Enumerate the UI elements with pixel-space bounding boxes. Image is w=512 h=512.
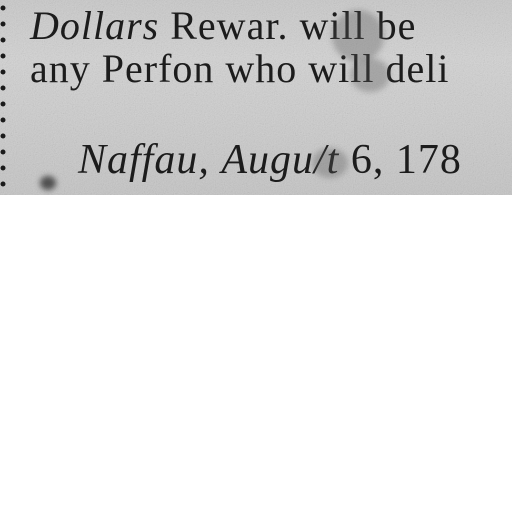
perforated-left-edge — [0, 0, 10, 195]
reward-phrase: Rewar. will be — [159, 3, 417, 48]
dateline-day-year: 6, 178 — [339, 137, 462, 183]
scanned-newspaper-fragment — [0, 0, 512, 195]
person-phrase: any Perfon who will deli — [30, 46, 450, 91]
dollars-word: Dollars — [30, 3, 160, 48]
ink-smudge — [332, 10, 384, 62]
ink-blot — [40, 176, 56, 190]
blank-area — [0, 195, 512, 512]
ink-smudge — [312, 148, 348, 178]
ink-smudge — [350, 58, 390, 92]
dateline-month: Augu/t — [221, 137, 340, 183]
dateline — [78, 136, 462, 184]
dateline-place: Naffau, — [78, 137, 210, 183]
